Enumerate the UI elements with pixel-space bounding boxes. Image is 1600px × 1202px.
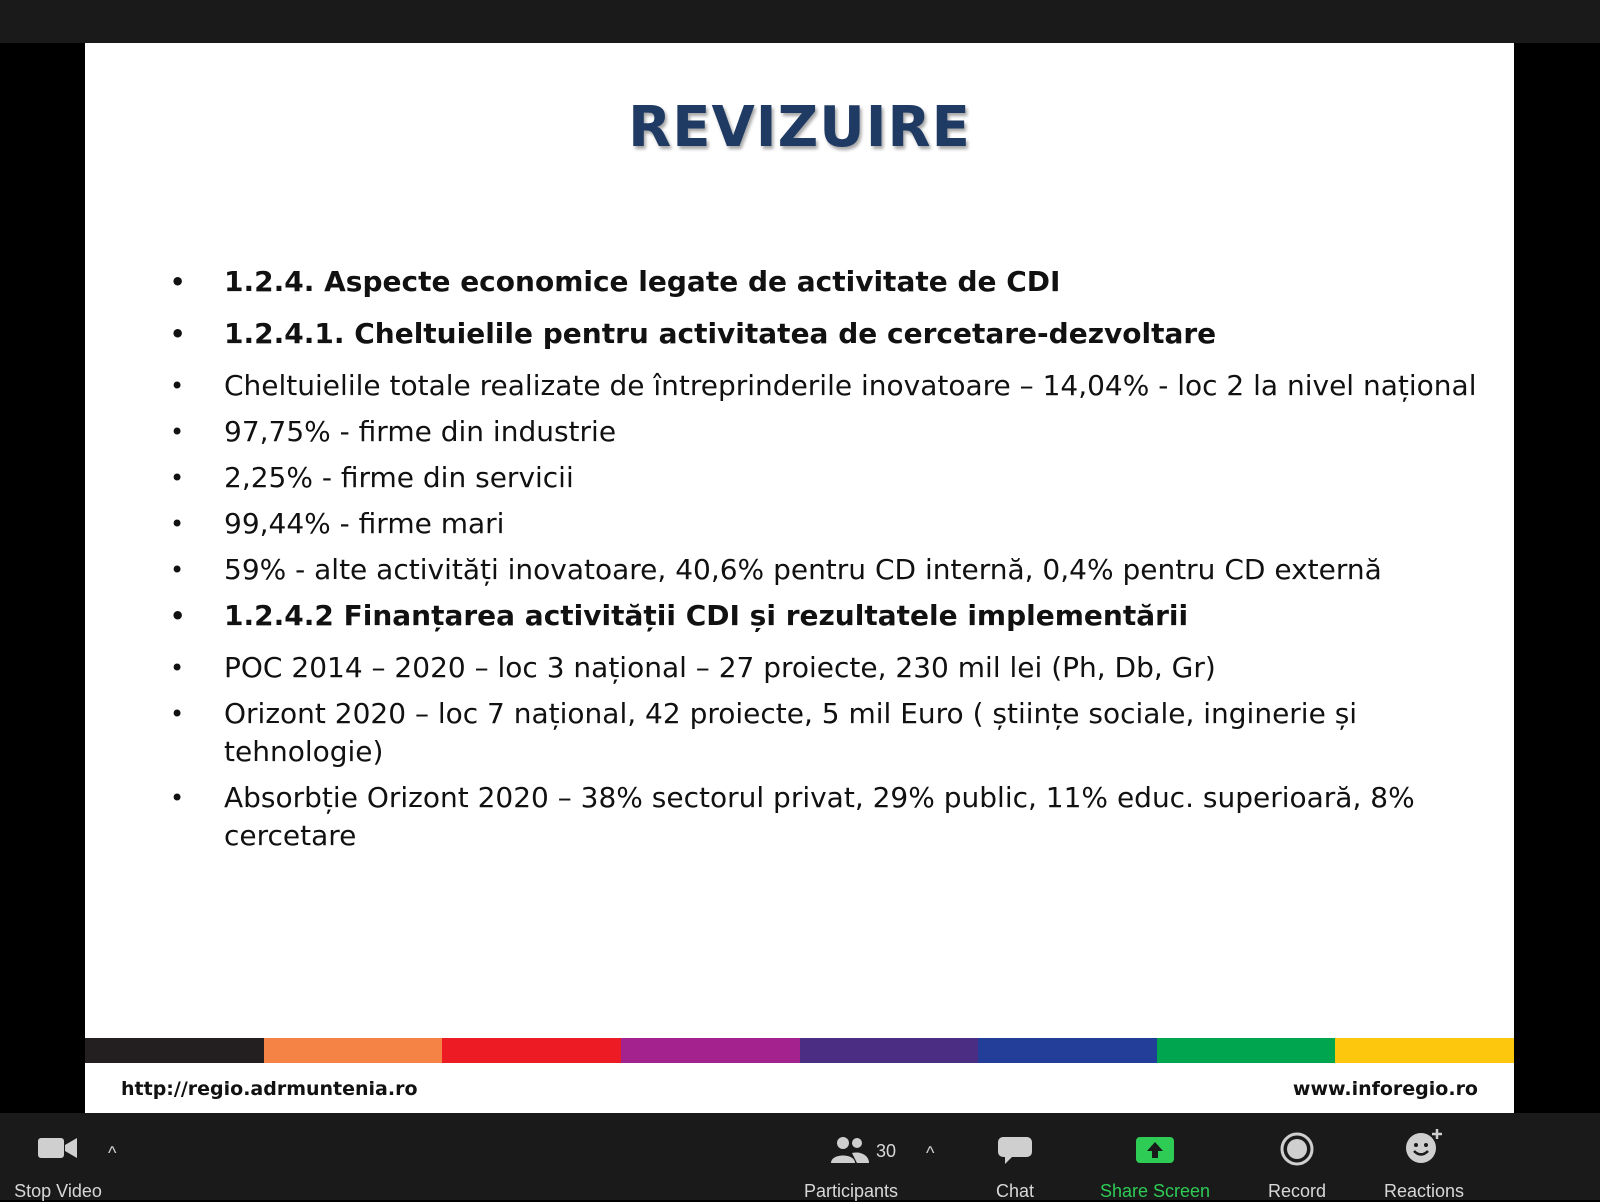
chat-label: Chat — [995, 1181, 1035, 1201]
color-strip-segment — [442, 1038, 621, 1063]
bullet-dot-icon: • — [170, 654, 185, 682]
bullet-dot-icon: • — [170, 700, 185, 728]
color-strip-segment — [85, 1038, 264, 1063]
meeting-toolbar — [0, 1113, 1600, 1200]
bullet-item — [170, 649, 1500, 687]
participants-icon — [830, 1135, 870, 1165]
bullet-list — [170, 263, 1500, 863]
bullet-item — [170, 459, 1500, 497]
color-strip-segment — [978, 1038, 1157, 1063]
bullet-text: 1.2.4. Aspecte economice legate de activitate de CDI — [224, 265, 1061, 298]
bullet-dot-icon: • — [170, 556, 185, 584]
bullet-dot-icon: • — [170, 372, 185, 400]
bullet-item — [170, 263, 1500, 301]
bullet-item — [170, 695, 1500, 771]
bullet-text: Absorbție Orizont 2020 – 38% sectorul privat, 29% public, 11% educ. superioară, 8% cercetare — [224, 781, 1415, 852]
top-bar — [0, 0, 1600, 43]
bullet-text: 1.2.4.1. Cheltuielile pentru activitatea de cercetare-dezvoltare — [224, 317, 1217, 350]
bullet-item — [170, 315, 1500, 353]
bullet-text: POC 2014 – 2020 – loc 3 național – 27 proiecte, 230 mil lei (Ph, Db, Gr) — [224, 651, 1216, 684]
bullet-dot-icon: • — [170, 784, 185, 812]
bullet-item — [170, 597, 1500, 635]
record-button[interactable] — [1255, 1113, 1339, 1200]
shared-slide — [85, 43, 1514, 1113]
bullet-item — [170, 551, 1500, 589]
record-icon — [1279, 1131, 1315, 1167]
bullet-item — [170, 505, 1500, 543]
footer-url-right: www.inforegio.ro — [1292, 1078, 1478, 1100]
bullet-text: Cheltuielile totale realizate de întreprinderile inovatoare – 14,04% - loc 2 la nivel național — [224, 369, 1477, 402]
bullet-text: 1.2.4.2 Finanțarea activității CDI și rezultatele implementării — [224, 599, 1189, 632]
participants-count: 30 — [876, 1141, 897, 1161]
share-screen-button[interactable] — [1095, 1113, 1215, 1200]
reactions-label: Reactions — [1383, 1181, 1465, 1201]
bullet-item — [170, 413, 1500, 451]
footer-url-left: http://regio.adrmuntenia.ro — [121, 1078, 418, 1100]
video-camera-icon — [38, 1135, 78, 1161]
share-screen-arrow-icon — [1135, 1135, 1175, 1165]
color-strip-segment — [1335, 1038, 1514, 1063]
bullet-text: 97,75% - firme din industrie — [224, 415, 617, 448]
reactions-button[interactable] — [1375, 1113, 1473, 1200]
participants-options-caret-icon[interactable]: ^ — [926, 1143, 935, 1163]
bullet-item — [170, 367, 1500, 405]
bullet-dot-icon: • — [170, 268, 186, 296]
bullet-text: 59% - alte activități inovatoare, 40,6% pentru CD internă, 0,4% pentru CD externă — [224, 553, 1382, 586]
bullet-text: 99,44% - firme mari — [224, 507, 505, 540]
bullet-dot-icon: • — [170, 602, 186, 630]
slide-title: REVIZUIRE — [628, 95, 971, 160]
chat-button[interactable] — [975, 1113, 1055, 1200]
bullet-item — [170, 779, 1500, 855]
bullet-text: Orizont 2020 – loc 7 național, 42 proiecte, 5 mil Euro ( științe sociale, inginerie și tehnologie) — [224, 697, 1358, 768]
bullet-dot-icon: • — [170, 320, 186, 348]
bullet-dot-icon: • — [170, 510, 185, 538]
color-strip-segment — [621, 1038, 800, 1063]
smiley-reaction-icon — [1404, 1127, 1444, 1165]
color-strip-segment — [1157, 1038, 1336, 1063]
bullet-dot-icon: • — [170, 418, 185, 446]
participants-label: Participants — [803, 1181, 899, 1201]
chat-bubble-icon — [997, 1135, 1033, 1165]
color-strip-segment — [264, 1038, 443, 1063]
record-label: Record — [1267, 1181, 1327, 1201]
color-strip-segment — [800, 1038, 979, 1063]
color-strip — [85, 1038, 1514, 1063]
video-options-caret-icon[interactable]: ^ — [108, 1143, 117, 1163]
stop-video-label: Stop Video — [14, 1181, 102, 1201]
bullet-dot-icon: • — [170, 464, 185, 492]
bullet-text: 2,25% - firme din servicii — [224, 461, 574, 494]
stop-video-button[interactable] — [8, 1113, 108, 1200]
share-screen-label: Share Screen — [1099, 1181, 1211, 1201]
